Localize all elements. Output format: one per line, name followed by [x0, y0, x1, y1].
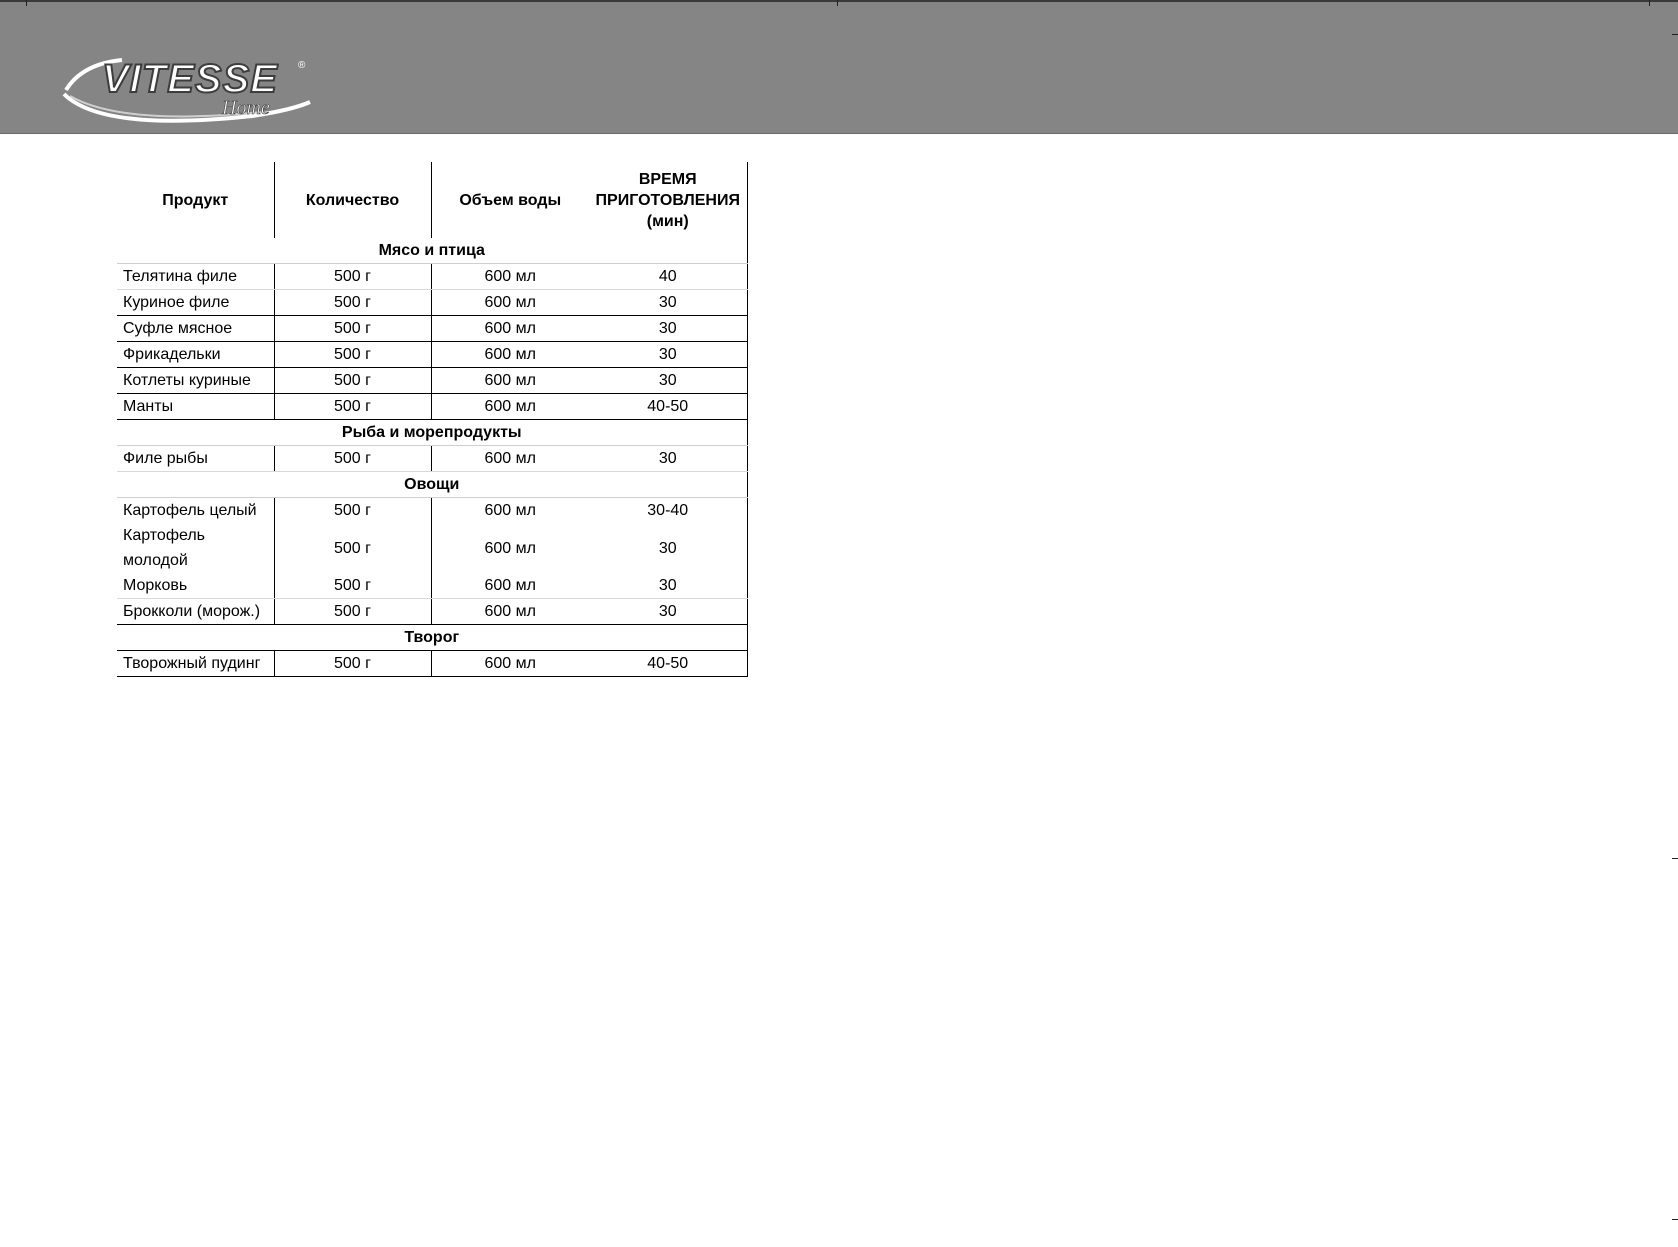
- cell-water: 600 мл: [431, 573, 589, 599]
- header-time-line2: ПРИГОТОВЛЕНИЯ: [595, 191, 740, 209]
- crop-mark: [1672, 858, 1678, 859]
- cell-product: Манты: [117, 394, 274, 420]
- crop-mark: [1672, 1219, 1678, 1220]
- cell-time: 30: [589, 368, 747, 394]
- cell-time: 30: [589, 523, 747, 573]
- registered-mark: ®: [298, 60, 306, 71]
- cell-time: 40: [589, 264, 747, 290]
- header-time-line3: (мин): [646, 212, 689, 230]
- header-quantity: Количество: [274, 162, 431, 238]
- cell-water: 600 мл: [431, 651, 589, 677]
- category-row: [117, 420, 747, 446]
- crop-mark: [1649, 0, 1650, 6]
- cell-quantity: 500 г: [274, 599, 431, 625]
- table-row: [117, 342, 747, 368]
- cell-water: 600 мл: [431, 290, 589, 316]
- table-row: [117, 651, 747, 677]
- category-title: Мясо и птица: [117, 238, 747, 264]
- header-time-line1: ВРЕМЯ: [638, 170, 697, 188]
- category-title: Рыба и морепродукты: [117, 420, 747, 446]
- cell-time: 30: [589, 342, 747, 368]
- cell-time: 40-50: [589, 651, 747, 677]
- cell-quantity: 500 г: [274, 316, 431, 342]
- cell-time: 30: [589, 446, 747, 472]
- category-title: Творог: [117, 625, 747, 651]
- top-rule: [0, 0, 1678, 2]
- table-row: [117, 498, 747, 524]
- crop-mark: [26, 0, 27, 6]
- cell-water: 600 мл: [431, 446, 589, 472]
- cell-water: 600 мл: [484, 539, 536, 557]
- cell-product: Творожный пудинг: [117, 651, 274, 677]
- cell-time: 30-40: [589, 498, 747, 524]
- cell-water: 600 мл: [431, 394, 589, 420]
- cell-quantity: 500 г: [274, 498, 431, 524]
- cell-time: 30: [589, 599, 747, 625]
- cell-product: Суфле мясное: [117, 316, 274, 342]
- cell-quantity: 500 г: [274, 573, 431, 599]
- table-row: [117, 446, 747, 472]
- cell-product: Брокколи (морож.): [117, 599, 274, 625]
- header-product: Продукт: [117, 162, 274, 238]
- cell-quantity: 500 г: [274, 523, 431, 573]
- cell-product: Фрикадельки: [117, 342, 274, 368]
- cell-quantity: 500 г: [274, 394, 431, 420]
- table-row: [117, 599, 747, 625]
- table-row: [117, 394, 747, 420]
- cell-product: Картофель целый: [117, 498, 274, 524]
- table-header-row: [117, 162, 747, 238]
- cell-water: 600 мл: [484, 502, 536, 519]
- cell-product: Телятина филе: [117, 264, 274, 290]
- cell-product: Филе рыбы: [117, 446, 274, 472]
- cell-time: 30: [589, 573, 747, 599]
- cell-quantity: 500 г: [274, 651, 431, 677]
- cell-product: Куриное филе: [117, 290, 274, 316]
- logo-wordmark: VITESSE: [102, 57, 278, 101]
- cell-time: 40-50: [589, 394, 747, 420]
- cell-water: 600 мл: [431, 599, 589, 625]
- category-row: [117, 472, 747, 498]
- header-water: Объем воды: [459, 191, 562, 209]
- cell-product: Картофель молодой: [117, 523, 274, 573]
- cell-water: 600 мл: [431, 342, 589, 368]
- cell-time: 30: [589, 316, 747, 342]
- table-row: [117, 264, 747, 290]
- category-row: [117, 238, 747, 264]
- table-row: [117, 573, 747, 599]
- table-row: [117, 316, 747, 342]
- cell-quantity: 500 г: [274, 264, 431, 290]
- cell-water: 600 мл: [431, 368, 589, 394]
- table-row: [117, 290, 747, 316]
- crop-mark: [837, 0, 838, 6]
- vitesse-logo: [62, 52, 312, 124]
- table-row: [117, 368, 747, 394]
- category-title: Овощи: [117, 472, 747, 498]
- cell-water: 600 мл: [431, 316, 589, 342]
- category-row: [117, 625, 747, 651]
- cell-product: Котлеты куриные: [117, 368, 274, 394]
- cell-quantity: 500 г: [274, 446, 431, 472]
- cooking-table: [117, 162, 748, 677]
- crop-mark: [1672, 34, 1678, 35]
- table-row: [117, 523, 747, 573]
- cell-water: 600 мл: [431, 264, 589, 290]
- cell-product: Морковь: [117, 573, 274, 599]
- cell-quantity: 500 г: [274, 290, 431, 316]
- header-time: [589, 162, 747, 238]
- logo-home: Home: [222, 97, 270, 119]
- vitesse-logo-image: [62, 52, 312, 124]
- cell-time: 30: [589, 290, 747, 316]
- cell-quantity: 500 г: [274, 368, 431, 394]
- cell-quantity: 500 г: [274, 342, 431, 368]
